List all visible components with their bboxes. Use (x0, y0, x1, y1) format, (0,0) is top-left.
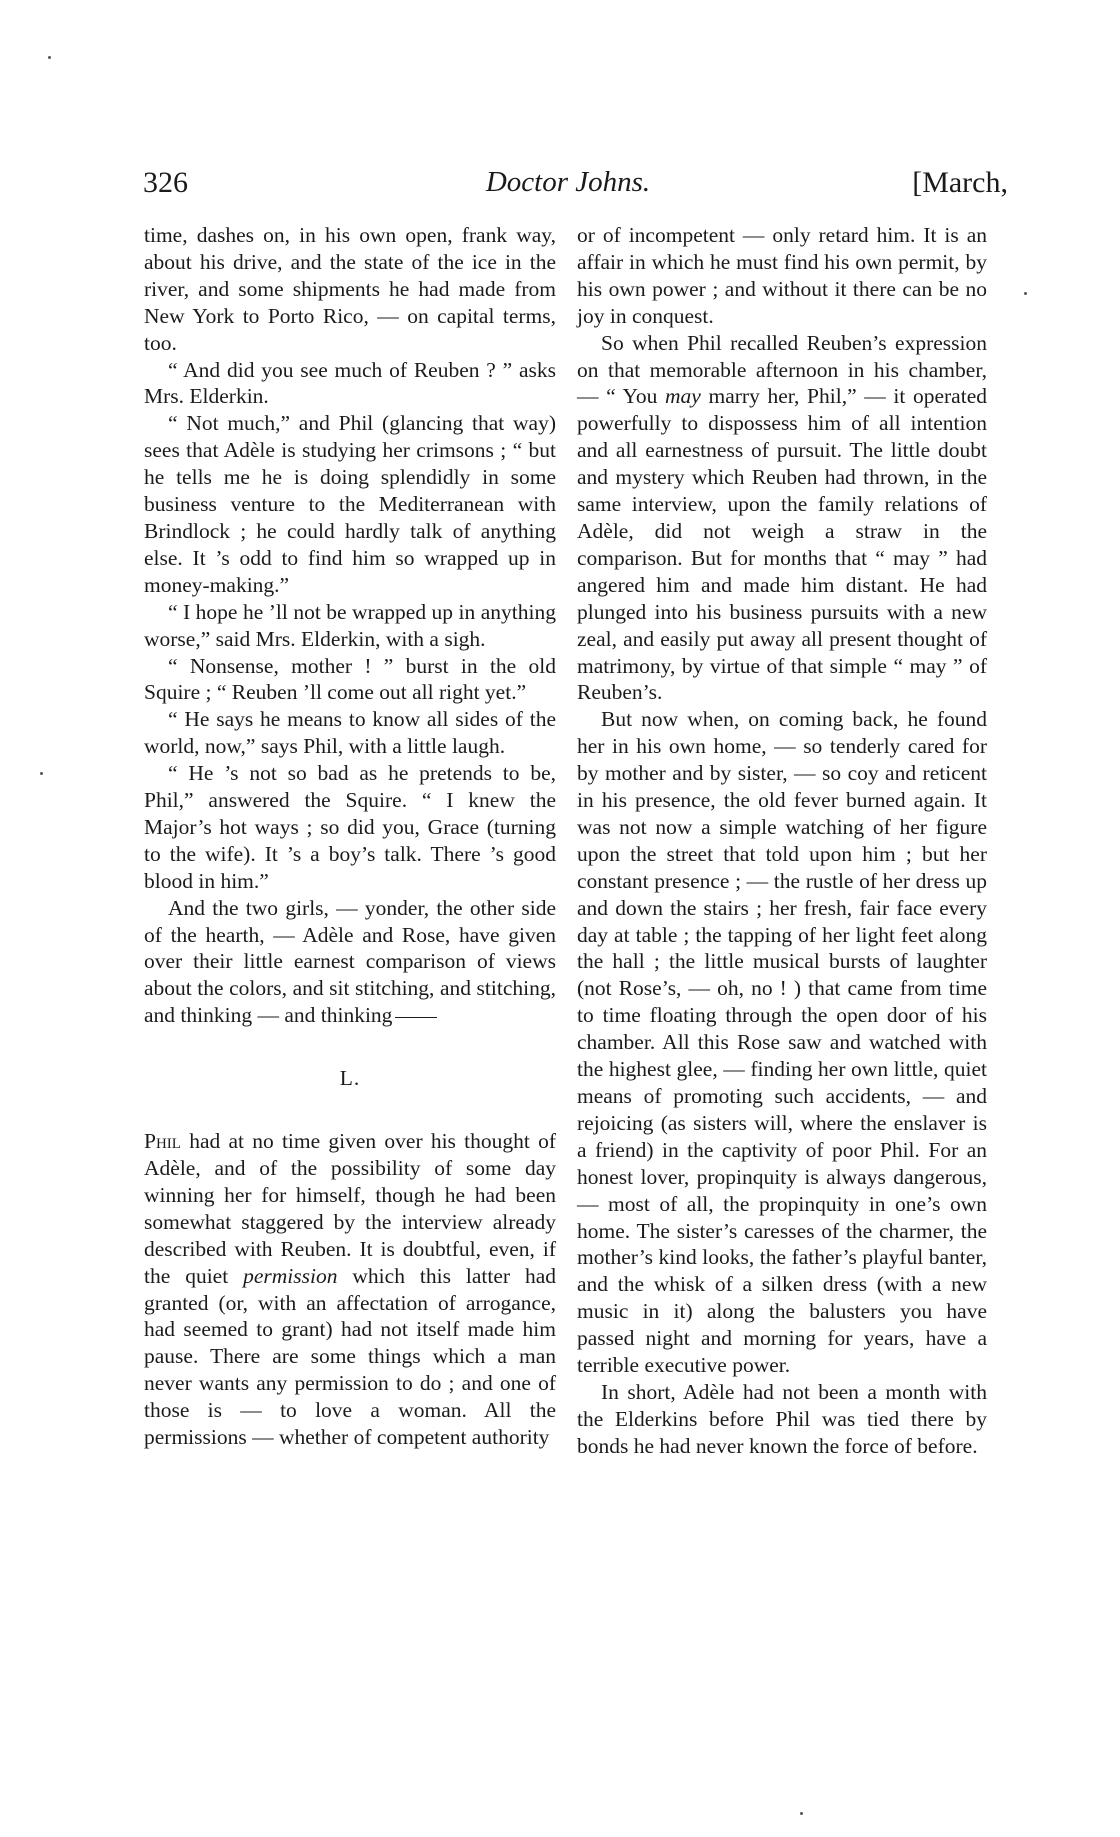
paragraph: “ Not much,” and Phil (glancing that way) sees that Adèle is studying her crimsons ; “ but he tells me he is doing splendidly in some business venture to the Mediterranean with Brindlock ; he could hardly talk of anything else. It ’s odd to find him so wrapped up in money-making.” (144, 411, 556, 597)
page-number: 326 (143, 166, 188, 199)
paragraph-text: which this latter had granted (or, with an affectation of arrogance, had seemed to grant) had not itself made him pause. There are some things which a man never wants any permission to do ; and one of those is — to love a woman. All the permissions — whether of competent authority (144, 1263, 556, 1450)
paragraph: “ He ’s not so bad as he pretends to be, Phil,” answered the Squire. “ I knew the Major’s hot ways ; so did you, Grace (turning to the wife). It ’s a boy’s talk. There ’s good blood in him.” (144, 761, 556, 893)
section-heading: L. (339, 1066, 361, 1091)
paper-speck (48, 56, 51, 59)
paragraph-text: And the two girls, — yonder, the other side of the hearth, — Adèle and Rose, have given over their little earnest comparison of views about the colors, and sit stitching, and stitching, and thinking — and thinking (144, 895, 556, 1028)
paragraph-text: So when Phil recalled Reuben’s expression on that memorable afternoon in his chamber, — “ You (577, 330, 987, 409)
paragraph (144, 895, 556, 1030)
left-column (144, 222, 556, 1451)
paragraph: But now when, on coming back, he found her in his own home, — so tenderly cared for by mother and by sister, — so coy and reticent in his presence, the old fever burned again. It was not now a simple watching of her figure upon the street that told upon him ; but her constant presence ; — the rustle of her dress up and down the stairs ; her fresh, fair face every day at table ; the tapping of her light feet along the hall ; the little musical bursts of laughter (not Rose’s, — oh, no ! ) that came from time to time floating through the open door of his chamber. All this Rose saw and watched with the highest glee, — finding her own little, quiet means of promoting such accidents, — and rejoicing (as sisters will, where the enslaver is a friend) in the captivity of poor Phil. For an honest lover, propinquity is always dangerous, — most of all, the propinquity in one’s own home. The sister’s caresses of the charmer, the mother’s kind looks, the father’s playful banter, and the whisk of a silken dress (with a new music in it) along the balusters you have passed night and morning for years, have a terrible executive power. (577, 707, 987, 1378)
paper-speck (40, 772, 43, 775)
paragraph-text: had at no time given over his thought of Adèle, and of the possibility of some day winning her for himself, though he had been somewhat staggered by the interview already described with Reuben. It is doubtful, even, if the quiet (144, 1129, 556, 1288)
paragraph: time, dashes on, in his own open, frank way, about his drive, and the state of the ice in the river, and some shipments he had made from New York to Porto Rico, — on capital terms, too. (144, 223, 556, 355)
italic-word: may (665, 384, 701, 409)
running-date: [March, (912, 166, 1008, 199)
paragraph: “ Nonsense, mother ! ” burst in the old Squire ; “ Reuben ’ll come out all right yet.” (144, 653, 556, 705)
paper-speck (800, 1812, 803, 1815)
running-title: Doctor Johns. (485, 166, 651, 198)
right-column (577, 222, 987, 1460)
paragraph: “ I hope he ’ll not be wrapped up in anything worse,” said Mrs. Elderkin, with a sigh. (144, 599, 556, 651)
italic-word: permission (243, 1263, 338, 1288)
paragraph: “ He says he means to know all sides of the world, now,” says Phil, with a little laugh. (144, 707, 556, 759)
paper-speck (1024, 292, 1027, 295)
running-header (128, 166, 1008, 206)
paragraph: In short, Adèle had not been a month with the Elderkins before Phil was tied there by bonds he had never known the force of before. (577, 1379, 987, 1458)
paragraph: “ And did you see much of Reuben ? ” asks Mrs. Elderkin. (144, 357, 556, 409)
paragraph: or of incompetent — only retard him. It is an affair in which he must find his own permit, by his own power ; and without it there can be no joy in conquest. (577, 223, 987, 328)
paragraph-text: marry her, Phil,” — it operated powerfully to dispossess him of all intention and all earnestness of pursuit. The little doubt and mystery which Reuben had thrown, in the same interview, upon the family relations of Adèle, did not weigh a straw in the comparison. But for months that “ may ” had angered him and made him distant. He had plunged into his business pursuits with a new zeal, and easily put away all present thought of matrimony, by virtue of that simple “ may ” of Reuben’s. (577, 384, 987, 705)
lead-word: Phil (144, 1129, 181, 1154)
paragraph (577, 330, 987, 707)
closing-dash (395, 1017, 437, 1018)
paragraph (144, 1128, 556, 1451)
